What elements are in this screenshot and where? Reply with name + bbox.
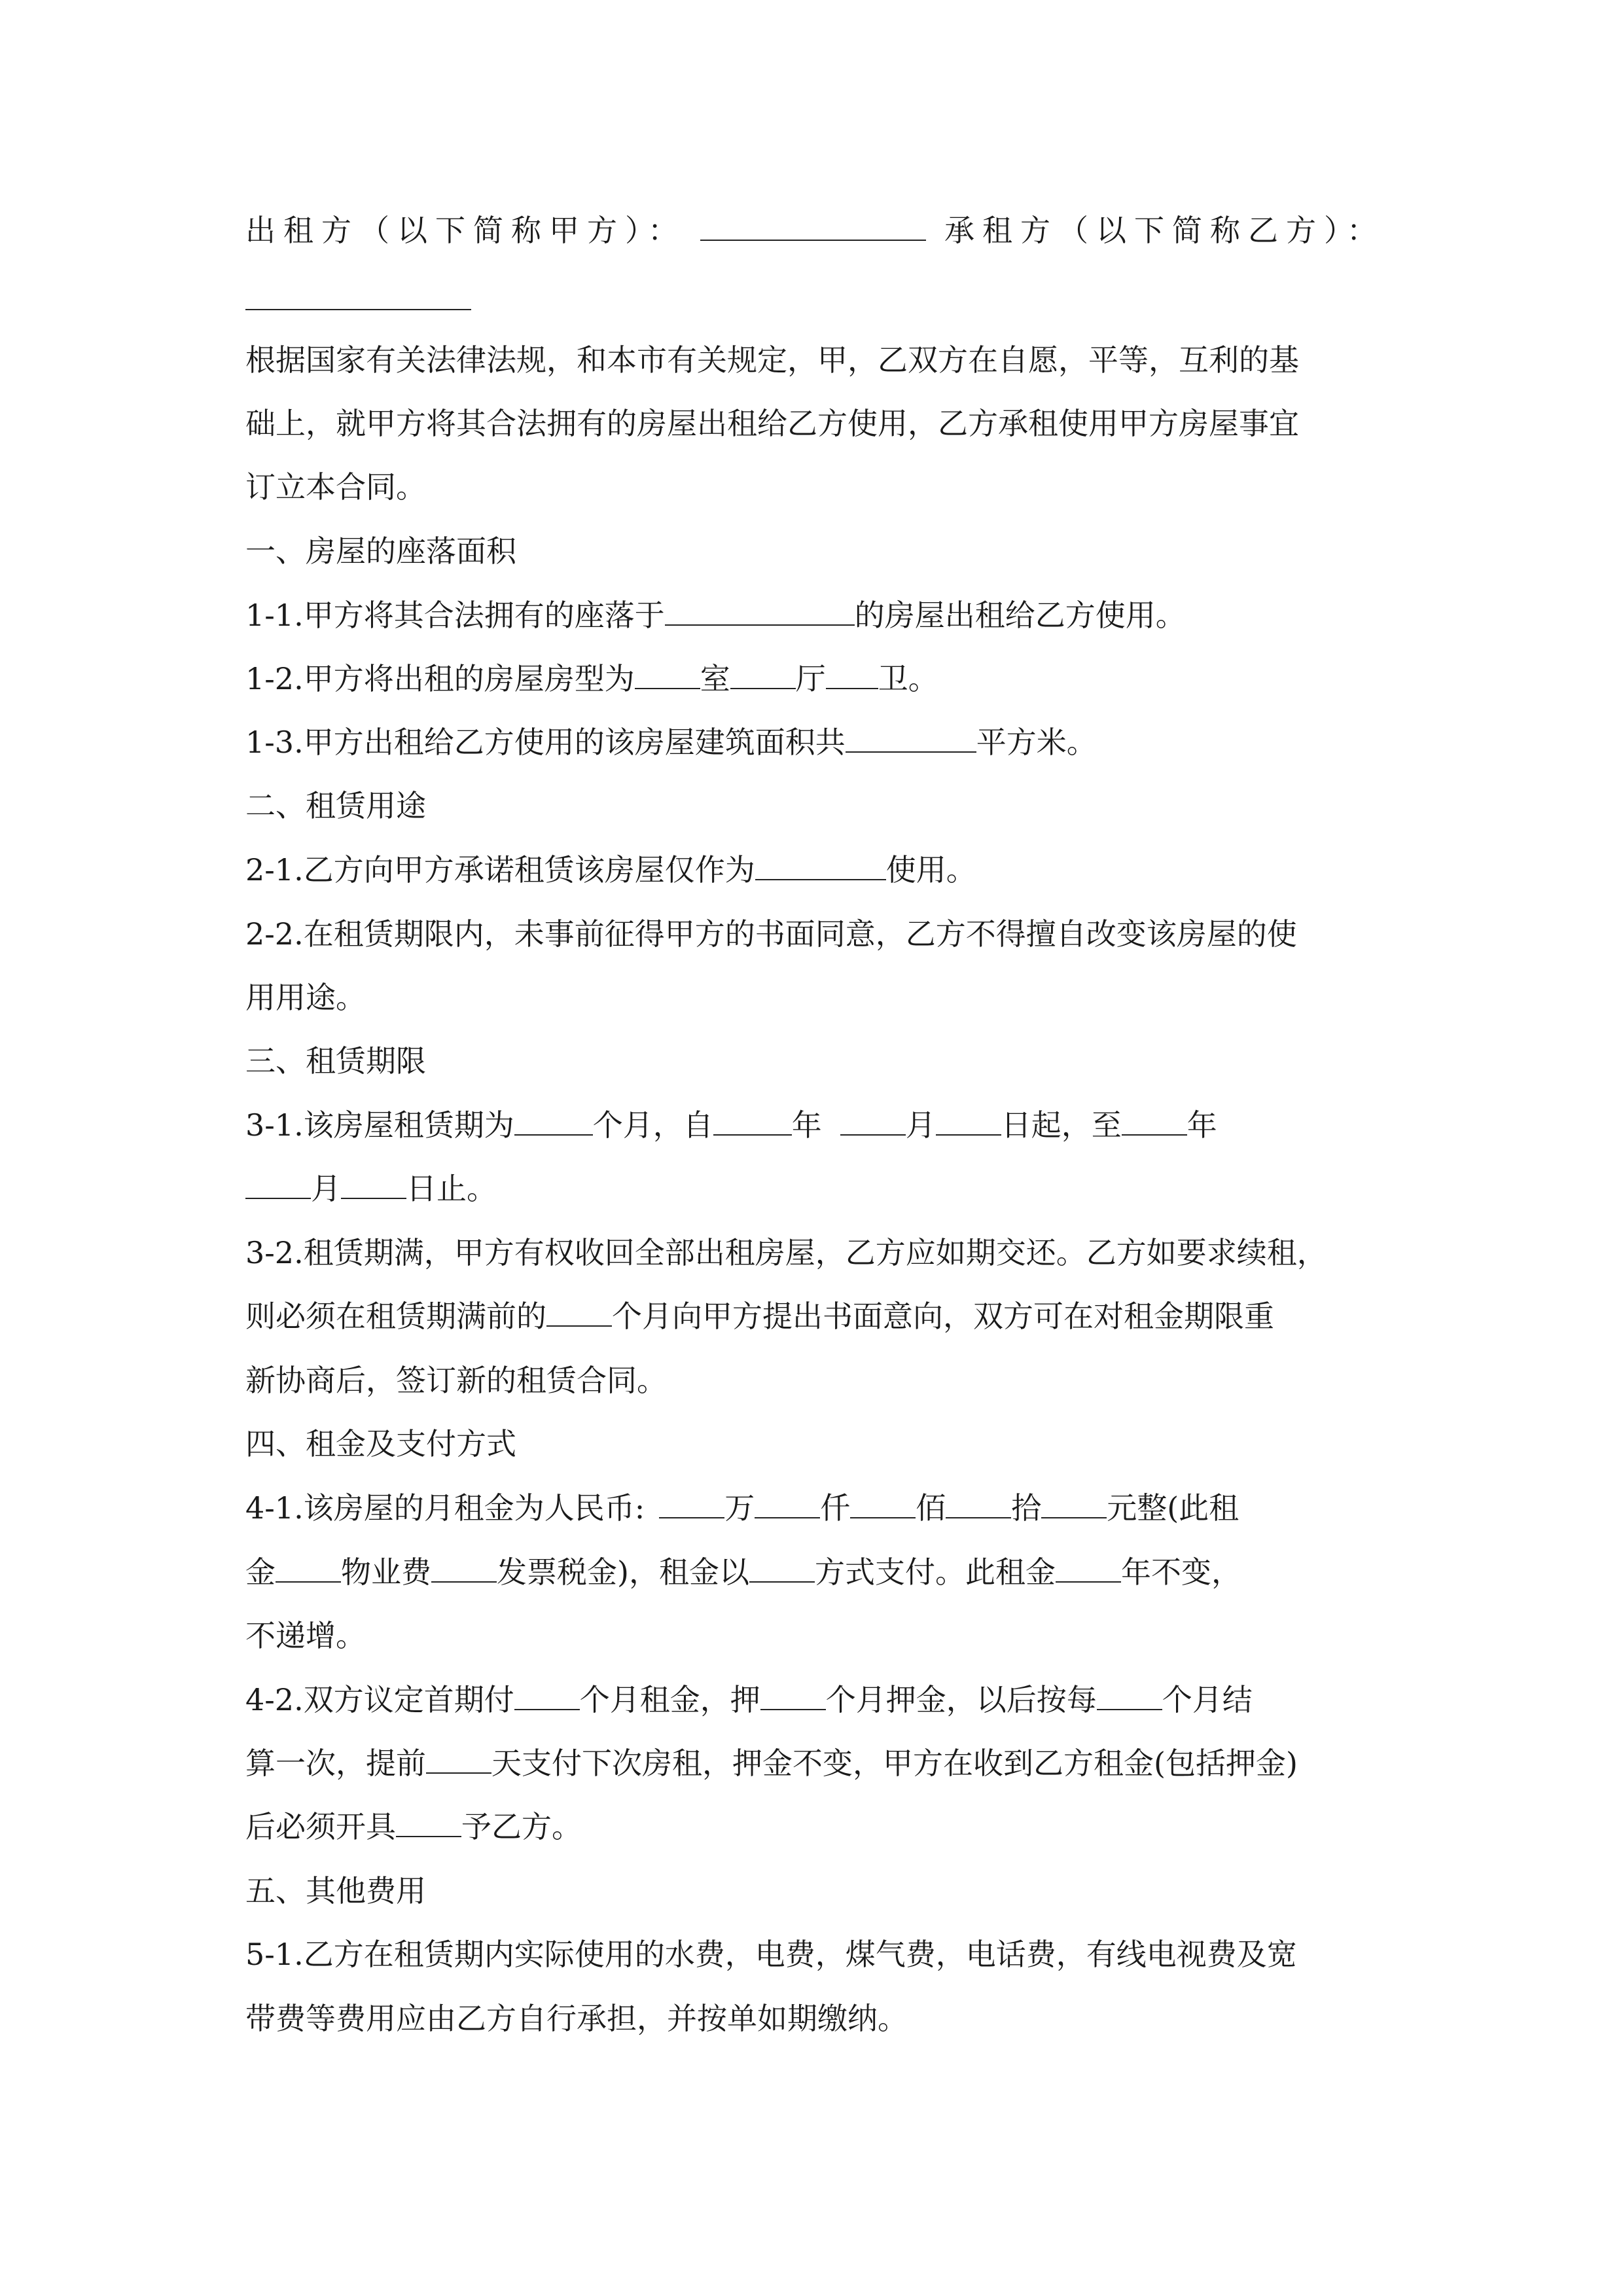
payment-method-blank[interactable] xyxy=(749,1556,815,1583)
room-count-blank[interactable] xyxy=(635,663,700,689)
lessee-blank[interactable] xyxy=(245,284,471,310)
clause-3-1-line-2: 月 日止。 xyxy=(245,1169,497,1208)
deposit-months-blank[interactable] xyxy=(760,1684,826,1710)
bath-count-blank[interactable] xyxy=(826,663,878,689)
clause-1-3: 1-3.甲方出租给乙方使用的该房屋建筑面积共 平方米。 xyxy=(245,725,1097,760)
clause-4-1-line-1: 4-1.该房屋的月租金为人民币: 万 仟 佰 拾 元整(此租 xyxy=(245,1490,1240,1526)
clause-4-2-line-2: 算一次，提前 天支付下次房租，押金不变，甲方在收到乙方租金(包括押金) xyxy=(245,1746,1298,1781)
renewal-notice-blank[interactable] xyxy=(546,1300,612,1327)
rent-fixed-years-blank[interactable] xyxy=(1056,1556,1121,1583)
parties-line xyxy=(245,211,1385,250)
intro-line-3: 订立本合同。 xyxy=(245,469,426,505)
clause-4-1-line-2: 金 物业费 发票税金)，租金以 方式支付。此租金 年不变， xyxy=(245,1554,1241,1590)
rent-bai-blank[interactable] xyxy=(850,1492,916,1518)
term-months-blank[interactable] xyxy=(514,1109,593,1136)
clause-2-2-line-1: 2-2.在租赁期限内，未事前征得甲方的书面同意，乙方不得擅自改变该房屋的使 xyxy=(245,916,1297,952)
section-1-title: 一、房屋的座落面积 xyxy=(245,533,516,569)
usage-blank[interactable] xyxy=(755,854,886,880)
section-2-title: 二、租赁用途 xyxy=(245,788,426,823)
intro-line-2: 础上，就甲方将其合法拥有的房屋出租给乙方使用，乙方承租使用甲方房屋事宜 xyxy=(245,406,1299,441)
clause-2-2-line-2: 用用途。 xyxy=(245,980,366,1015)
clause-3-2-line-1: 3-2.租赁期满，甲方有权收回全部出租房屋，乙方应如期交还。乙方如要求续租， xyxy=(245,1235,1327,1270)
intro-line-1: 根据国家有关法律法规，和本市有关规定，甲，乙双方在自愿，平等，互利的基 xyxy=(245,342,1299,378)
clause-4-1-line-3: 不递增。 xyxy=(245,1618,366,1653)
tax-include-blank[interactable] xyxy=(431,1556,497,1583)
rent-qian-blank[interactable] xyxy=(755,1492,820,1518)
start-year-blank[interactable] xyxy=(713,1109,792,1136)
clause-5-1-line-1: 5-1.乙方在租赁期内实际使用的水费，电费，煤气费，电话费，有线电视费及宽 xyxy=(245,1937,1297,1972)
lessor-label: 出租方（以下简称甲方）： xyxy=(245,213,686,248)
fee-include-blank[interactable] xyxy=(276,1556,341,1583)
clause-4-2-line-1: 4-2.双方议定首期付 个月租金，押 个月押金，以后按每 个月结 xyxy=(245,1682,1253,1717)
first-payment-months-blank[interactable] xyxy=(514,1684,580,1710)
lessee-label: 承租方（以下简称乙方）： xyxy=(944,213,1385,248)
section-5-title: 五、其他费用 xyxy=(245,1873,426,1909)
hall-count-blank[interactable] xyxy=(730,663,796,689)
section-3-title: 三、租赁期限 xyxy=(245,1043,426,1079)
settle-months-blank[interactable] xyxy=(1097,1684,1162,1710)
advance-days-blank[interactable] xyxy=(426,1748,491,1774)
area-blank[interactable] xyxy=(846,726,976,753)
clause-3-2-line-3: 新协商后，签订新的租赁合同。 xyxy=(245,1363,667,1398)
rent-yuan-blank[interactable] xyxy=(1041,1492,1107,1518)
clause-3-2-line-2: 则必须在租赁期满前的 个月向甲方提出书面意向，双方可在对租金期限重 xyxy=(245,1299,1274,1334)
receipt-blank[interactable] xyxy=(396,1811,461,1837)
lessor-blank[interactable] xyxy=(700,215,926,241)
end-day-blank[interactable] xyxy=(341,1173,406,1199)
end-year-blank[interactable] xyxy=(1122,1109,1187,1136)
clause-1-2: 1-2.甲方将出租的房屋房型为 室 厅 卫。 xyxy=(245,661,938,696)
clause-4-2-line-3: 后必须开具 予乙方。 xyxy=(245,1809,582,1844)
start-month-blank[interactable] xyxy=(840,1109,906,1136)
clause-5-1-line-2: 带费等费用应由乙方自行承担，并按单如期缴纳。 xyxy=(245,2001,908,2036)
rent-shi-blank[interactable] xyxy=(946,1492,1011,1518)
clause-1-1: 1-1.甲方将其合法拥有的座落于 的房屋出租给乙方使用。 xyxy=(245,598,1186,633)
end-month-blank[interactable] xyxy=(245,1173,311,1199)
address-blank[interactable] xyxy=(665,600,855,626)
clause-3-1-line-1: 3-1.该房屋租赁期为 个月，自 年 月 日起，至 年 xyxy=(245,1107,1217,1143)
rent-wan-blank[interactable] xyxy=(659,1492,724,1518)
start-day-blank[interactable] xyxy=(936,1109,1001,1136)
section-4-title: 四、租金及支付方式 xyxy=(245,1426,516,1462)
lessee-blank-line xyxy=(245,280,471,319)
clause-2-1: 2-1.乙方向甲方承诺租赁该房屋仅作为 使用。 xyxy=(245,852,976,888)
